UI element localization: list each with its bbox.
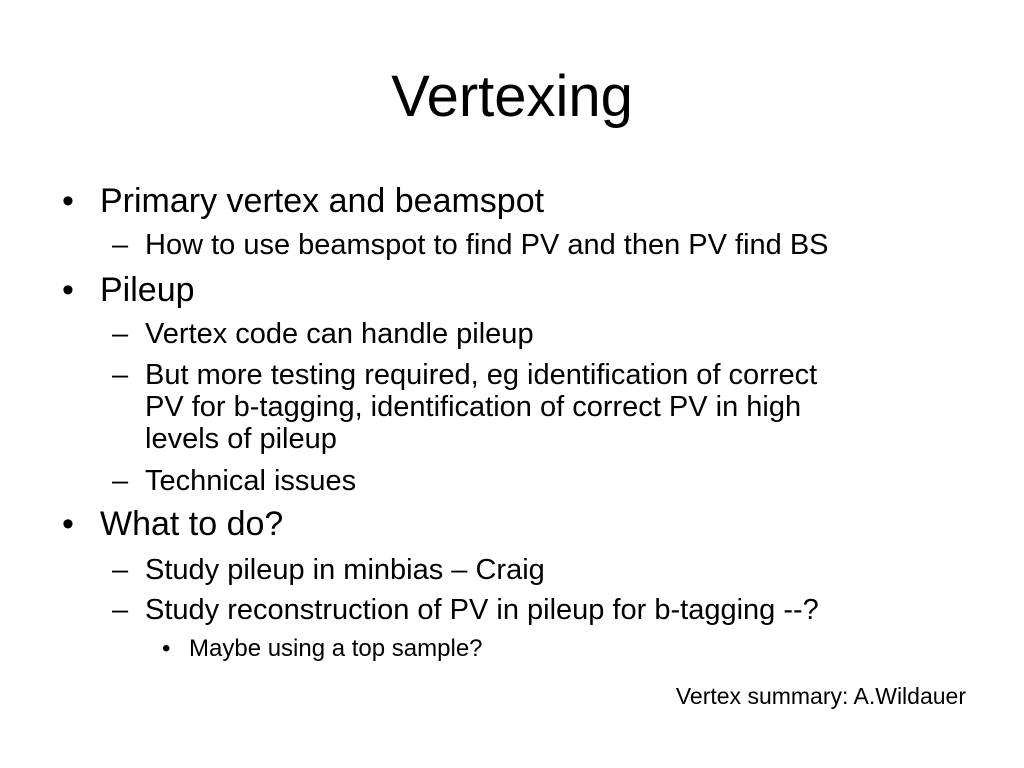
slide-title: Vertexing (391, 64, 633, 129)
bullet-text: What to do? (100, 505, 284, 543)
dash-marker: – (112, 465, 129, 497)
subbullet-text: How to use beamspot to find PV and then PV find BS (145, 229, 829, 261)
bullet-marker: • (62, 182, 74, 220)
bullet-marker: • (62, 505, 74, 543)
subbullet-study-minbias (112, 554, 545, 586)
dash-marker: – (112, 594, 129, 626)
subsubbullet-top-sample (162, 635, 483, 663)
subbullet-more-testing (112, 359, 817, 455)
bullet-pileup (62, 271, 195, 309)
dash-marker: – (112, 359, 129, 391)
subbullet-text: Study reconstruction of PV in pileup for b-tagging --? (145, 594, 819, 626)
bullet-primary-vertex (62, 182, 544, 220)
subbullet-text: Study pileup in minbias – Craig (145, 554, 545, 586)
subbullet-vertex-code (112, 318, 534, 350)
bullet-marker: • (62, 271, 74, 309)
bullet-what-to-do (62, 505, 283, 543)
dash-marker: – (112, 318, 129, 350)
subbullet-study-reconstruction (112, 594, 819, 626)
subbullet-line: But more testing required, eg identification of correct (145, 359, 818, 391)
subbullet-beamspot-usage (112, 229, 829, 261)
subbullet-text (145, 359, 817, 455)
subbullet-line: PV for b-tagging, identification of correct PV in high (145, 391, 802, 423)
subsubbullet-text: Maybe using a top sample? (189, 635, 483, 662)
dash-marker: – (112, 229, 129, 261)
subbullet-technical-issues (112, 465, 356, 497)
subbullet-text: Vertex code can handle pileup (145, 318, 534, 350)
bullet-marker: • (162, 635, 171, 662)
bullet-text: Primary vertex and beamspot (100, 182, 545, 220)
bullet-text: Pileup (100, 271, 195, 309)
dash-marker: – (112, 554, 129, 586)
subbullet-text: Technical issues (145, 465, 357, 497)
slide-footer: Vertex summary: A.Wildauer (675, 683, 966, 709)
subbullet-line: levels of pileup (145, 423, 337, 455)
